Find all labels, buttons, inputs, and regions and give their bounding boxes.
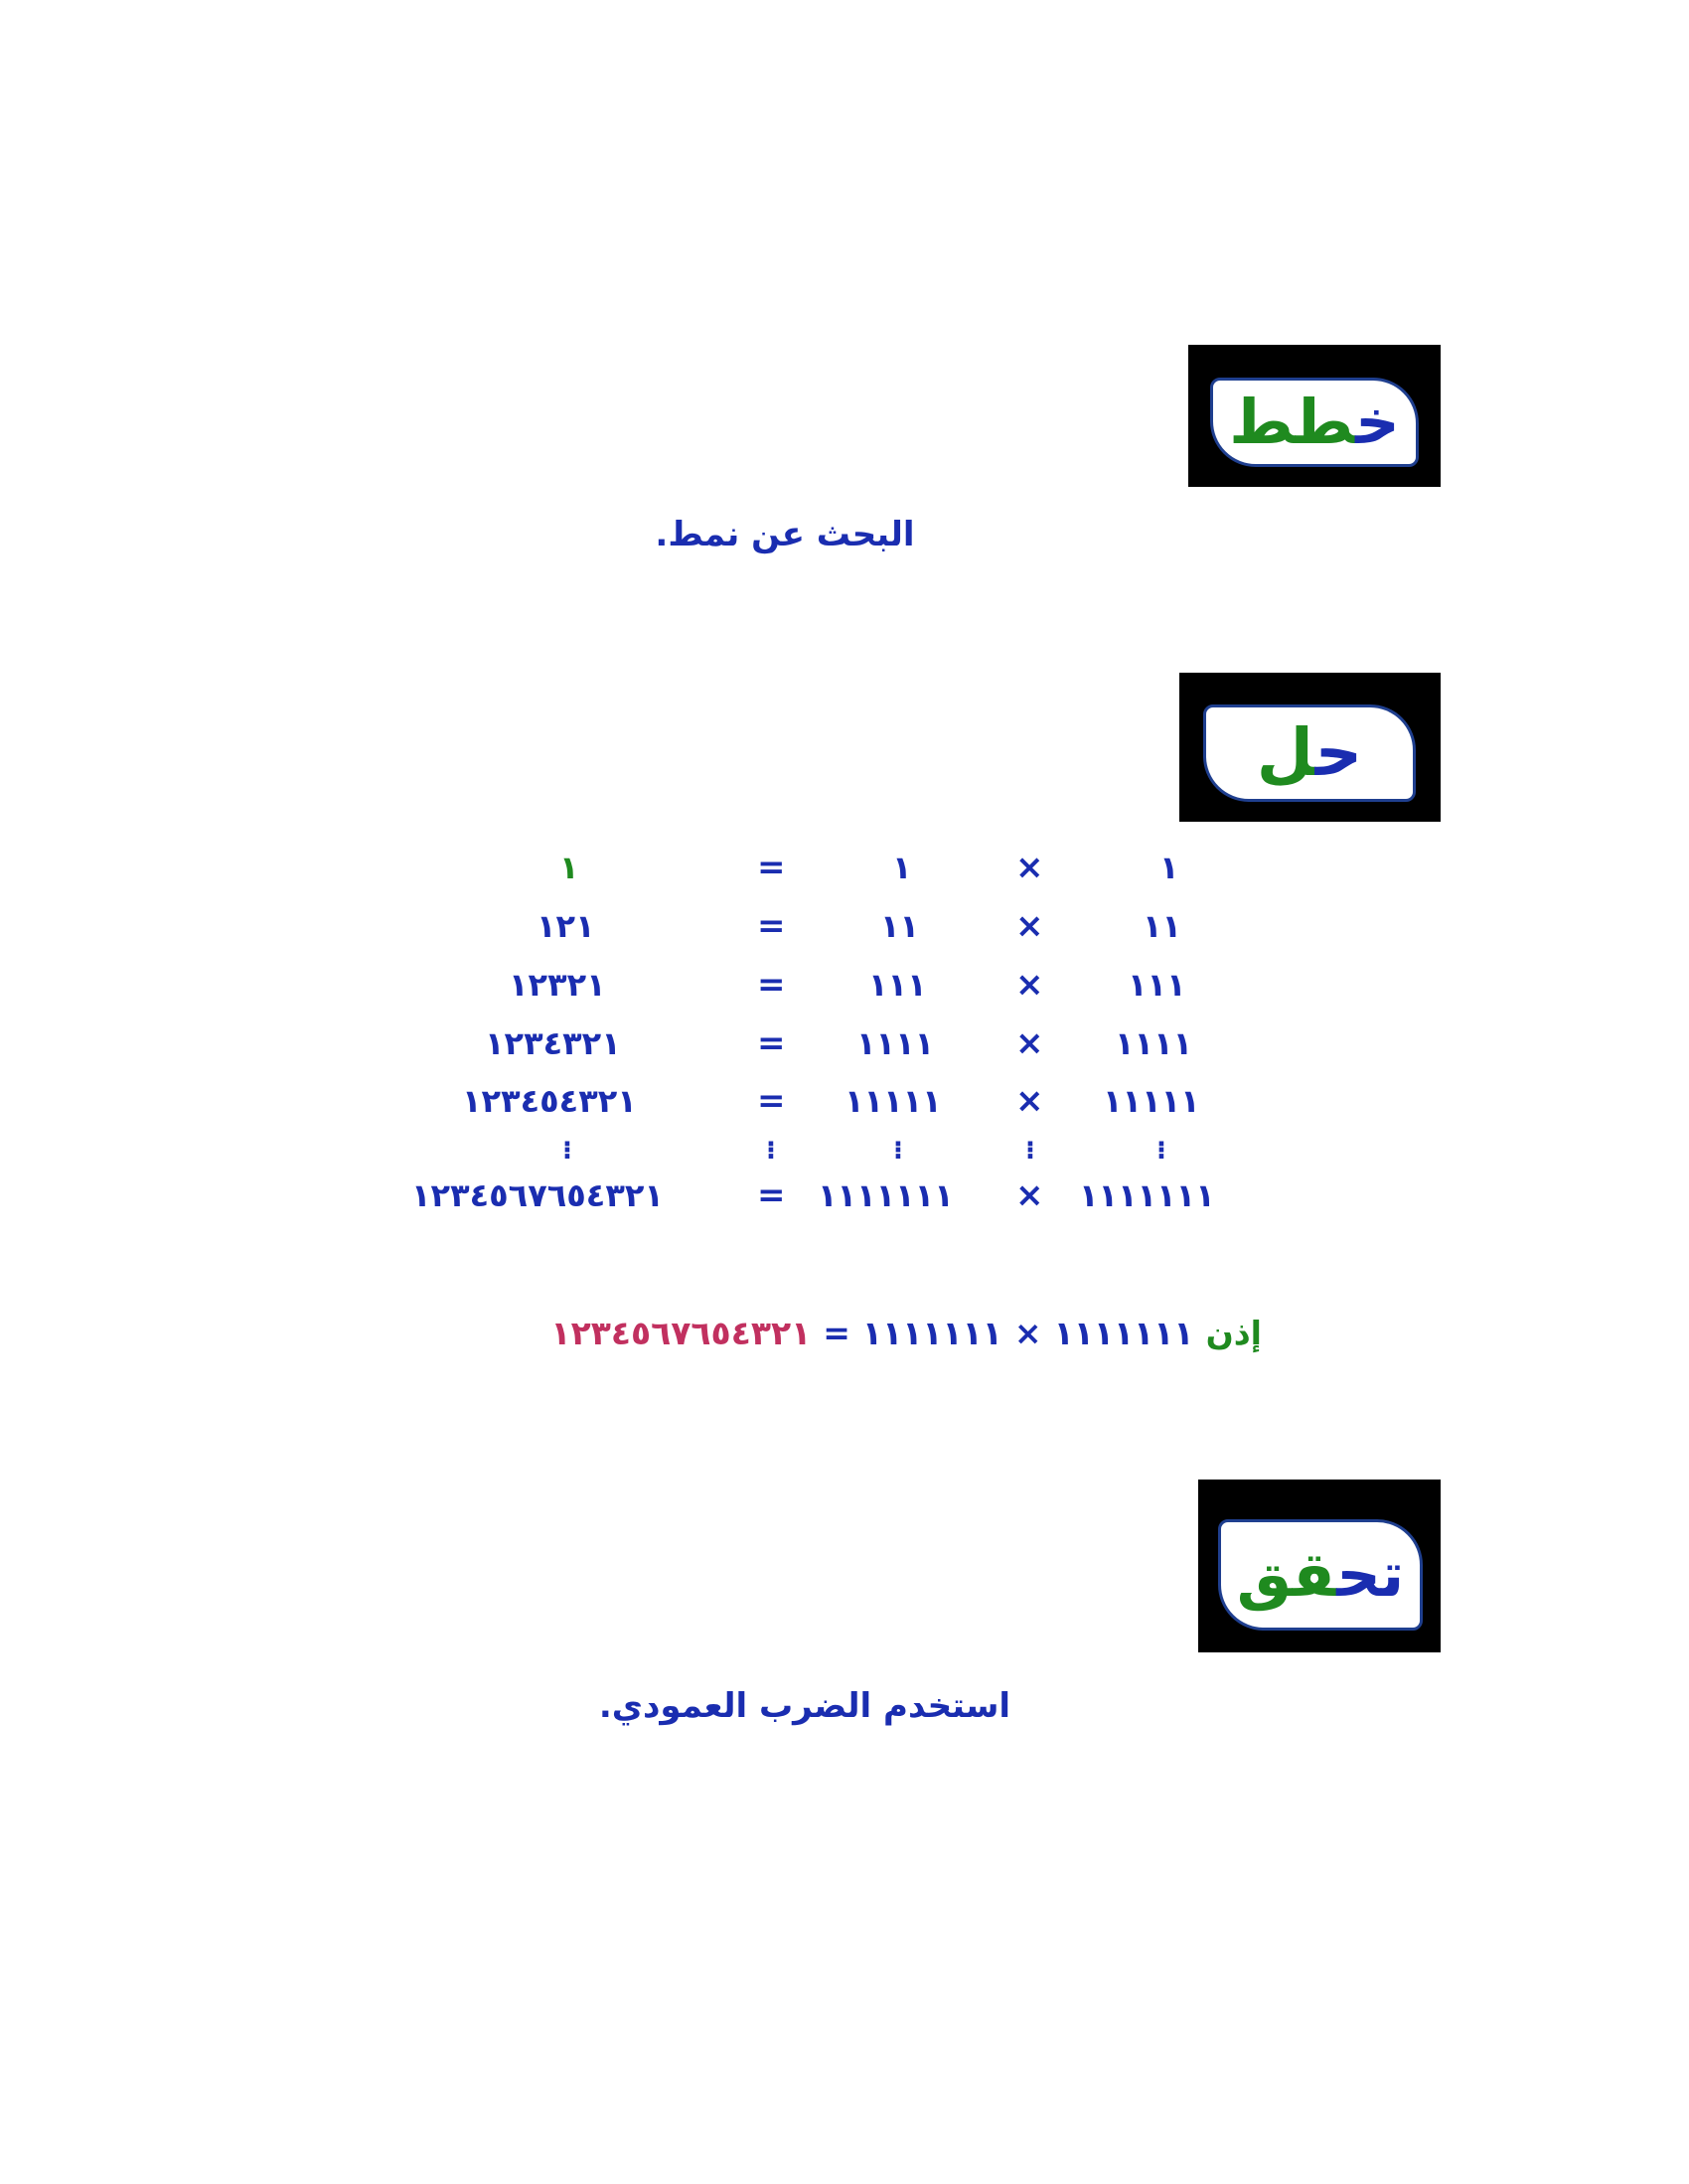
table-cell-a: ١١١١١ xyxy=(1103,1082,1200,1120)
table-cell-b: ١١١١١١١ xyxy=(818,1176,954,1214)
table-cell-times: × xyxy=(1015,1081,1044,1121)
table-cell-times: × xyxy=(1015,906,1044,946)
conclusion-factor-b: ١١١١١١١ xyxy=(861,1314,1002,1352)
conclusion-result: ١٢٣٤٥٦٧٦٥٤٣٢١ xyxy=(550,1314,812,1352)
plan-badge xyxy=(1188,345,1441,487)
table-cell-times: × xyxy=(1015,848,1044,887)
table-cell-times: × xyxy=(1015,965,1044,1005)
check-badge xyxy=(1198,1480,1441,1652)
table-cell-a: ١١١ xyxy=(1128,966,1186,1004)
table-cell-b: ⁝ xyxy=(893,1136,903,1166)
table-cell-a: ١ xyxy=(1159,849,1179,886)
table-cell-equals: ⁝ xyxy=(766,1136,776,1166)
conclusion-factor-a: ١١١١١١١ xyxy=(1053,1314,1194,1352)
plan-text: البحث عن نمط. xyxy=(655,515,915,554)
solve-badge-label-part2: ل xyxy=(1256,714,1315,791)
check-badge-label-part2: قق xyxy=(1236,1538,1337,1611)
table-cell-equals: = xyxy=(757,1023,786,1063)
table-cell-result: ١٢٣٤٥٤٣٢١ xyxy=(462,1082,637,1120)
table-cell-times: × xyxy=(1015,1023,1044,1063)
plan-badge-label-part2: طط xyxy=(1229,386,1356,458)
table-cell-equals: = xyxy=(757,906,786,946)
check-badge-label xyxy=(1236,1538,1405,1611)
table-cell-a: ١١١١ xyxy=(1115,1024,1193,1062)
table-cell-equals: = xyxy=(757,848,786,887)
table-cell-equals: = xyxy=(757,1175,786,1215)
table-cell-result: ١٢٣٤٣٢١ xyxy=(485,1024,621,1062)
table-cell-b: ١١ xyxy=(880,907,920,945)
table-cell-result: ١ xyxy=(559,849,579,886)
table-cell-result: ١٢٣٢١ xyxy=(509,966,606,1004)
solve-badge-label xyxy=(1256,714,1363,791)
conclusion-equals: = xyxy=(823,1314,850,1352)
table-cell-result: ١٢١ xyxy=(537,907,595,945)
table-cell-a: ١١١١١١١ xyxy=(1079,1176,1215,1214)
plan-badge-label xyxy=(1229,386,1400,458)
solve-badge xyxy=(1179,673,1441,822)
check-text: استخدم الضرب العمودي. xyxy=(598,1686,1011,1726)
table-cell-equals: = xyxy=(757,965,786,1005)
table-cell-b: ١ xyxy=(892,849,912,886)
solve-badge-label-part1: ح xyxy=(1314,714,1363,791)
conclusion-times: × xyxy=(1013,1314,1042,1352)
conclusion-prefix: إذن xyxy=(1205,1314,1262,1352)
table-cell-b: ١١١١ xyxy=(856,1024,935,1062)
table-cell-b: ١١١ xyxy=(868,966,927,1004)
check-badge-label-part1: تح xyxy=(1336,1538,1405,1611)
table-cell-a: ⁝ xyxy=(1156,1136,1166,1166)
table-cell-a: ١١ xyxy=(1143,907,1182,945)
table-cell-times: ⁝ xyxy=(1025,1136,1035,1166)
plan-badge-label-part1: خ xyxy=(1355,386,1400,458)
table-cell-equals: = xyxy=(757,1081,786,1121)
conclusion-line xyxy=(387,1309,1262,1358)
table-cell-result: ⁝ xyxy=(562,1136,572,1166)
table-cell-b: ١١١١١ xyxy=(844,1082,942,1120)
table-cell-result: ١٢٣٤٥٦٧٦٥٤٣٢١ xyxy=(411,1176,664,1214)
table-cell-times: × xyxy=(1015,1175,1044,1215)
